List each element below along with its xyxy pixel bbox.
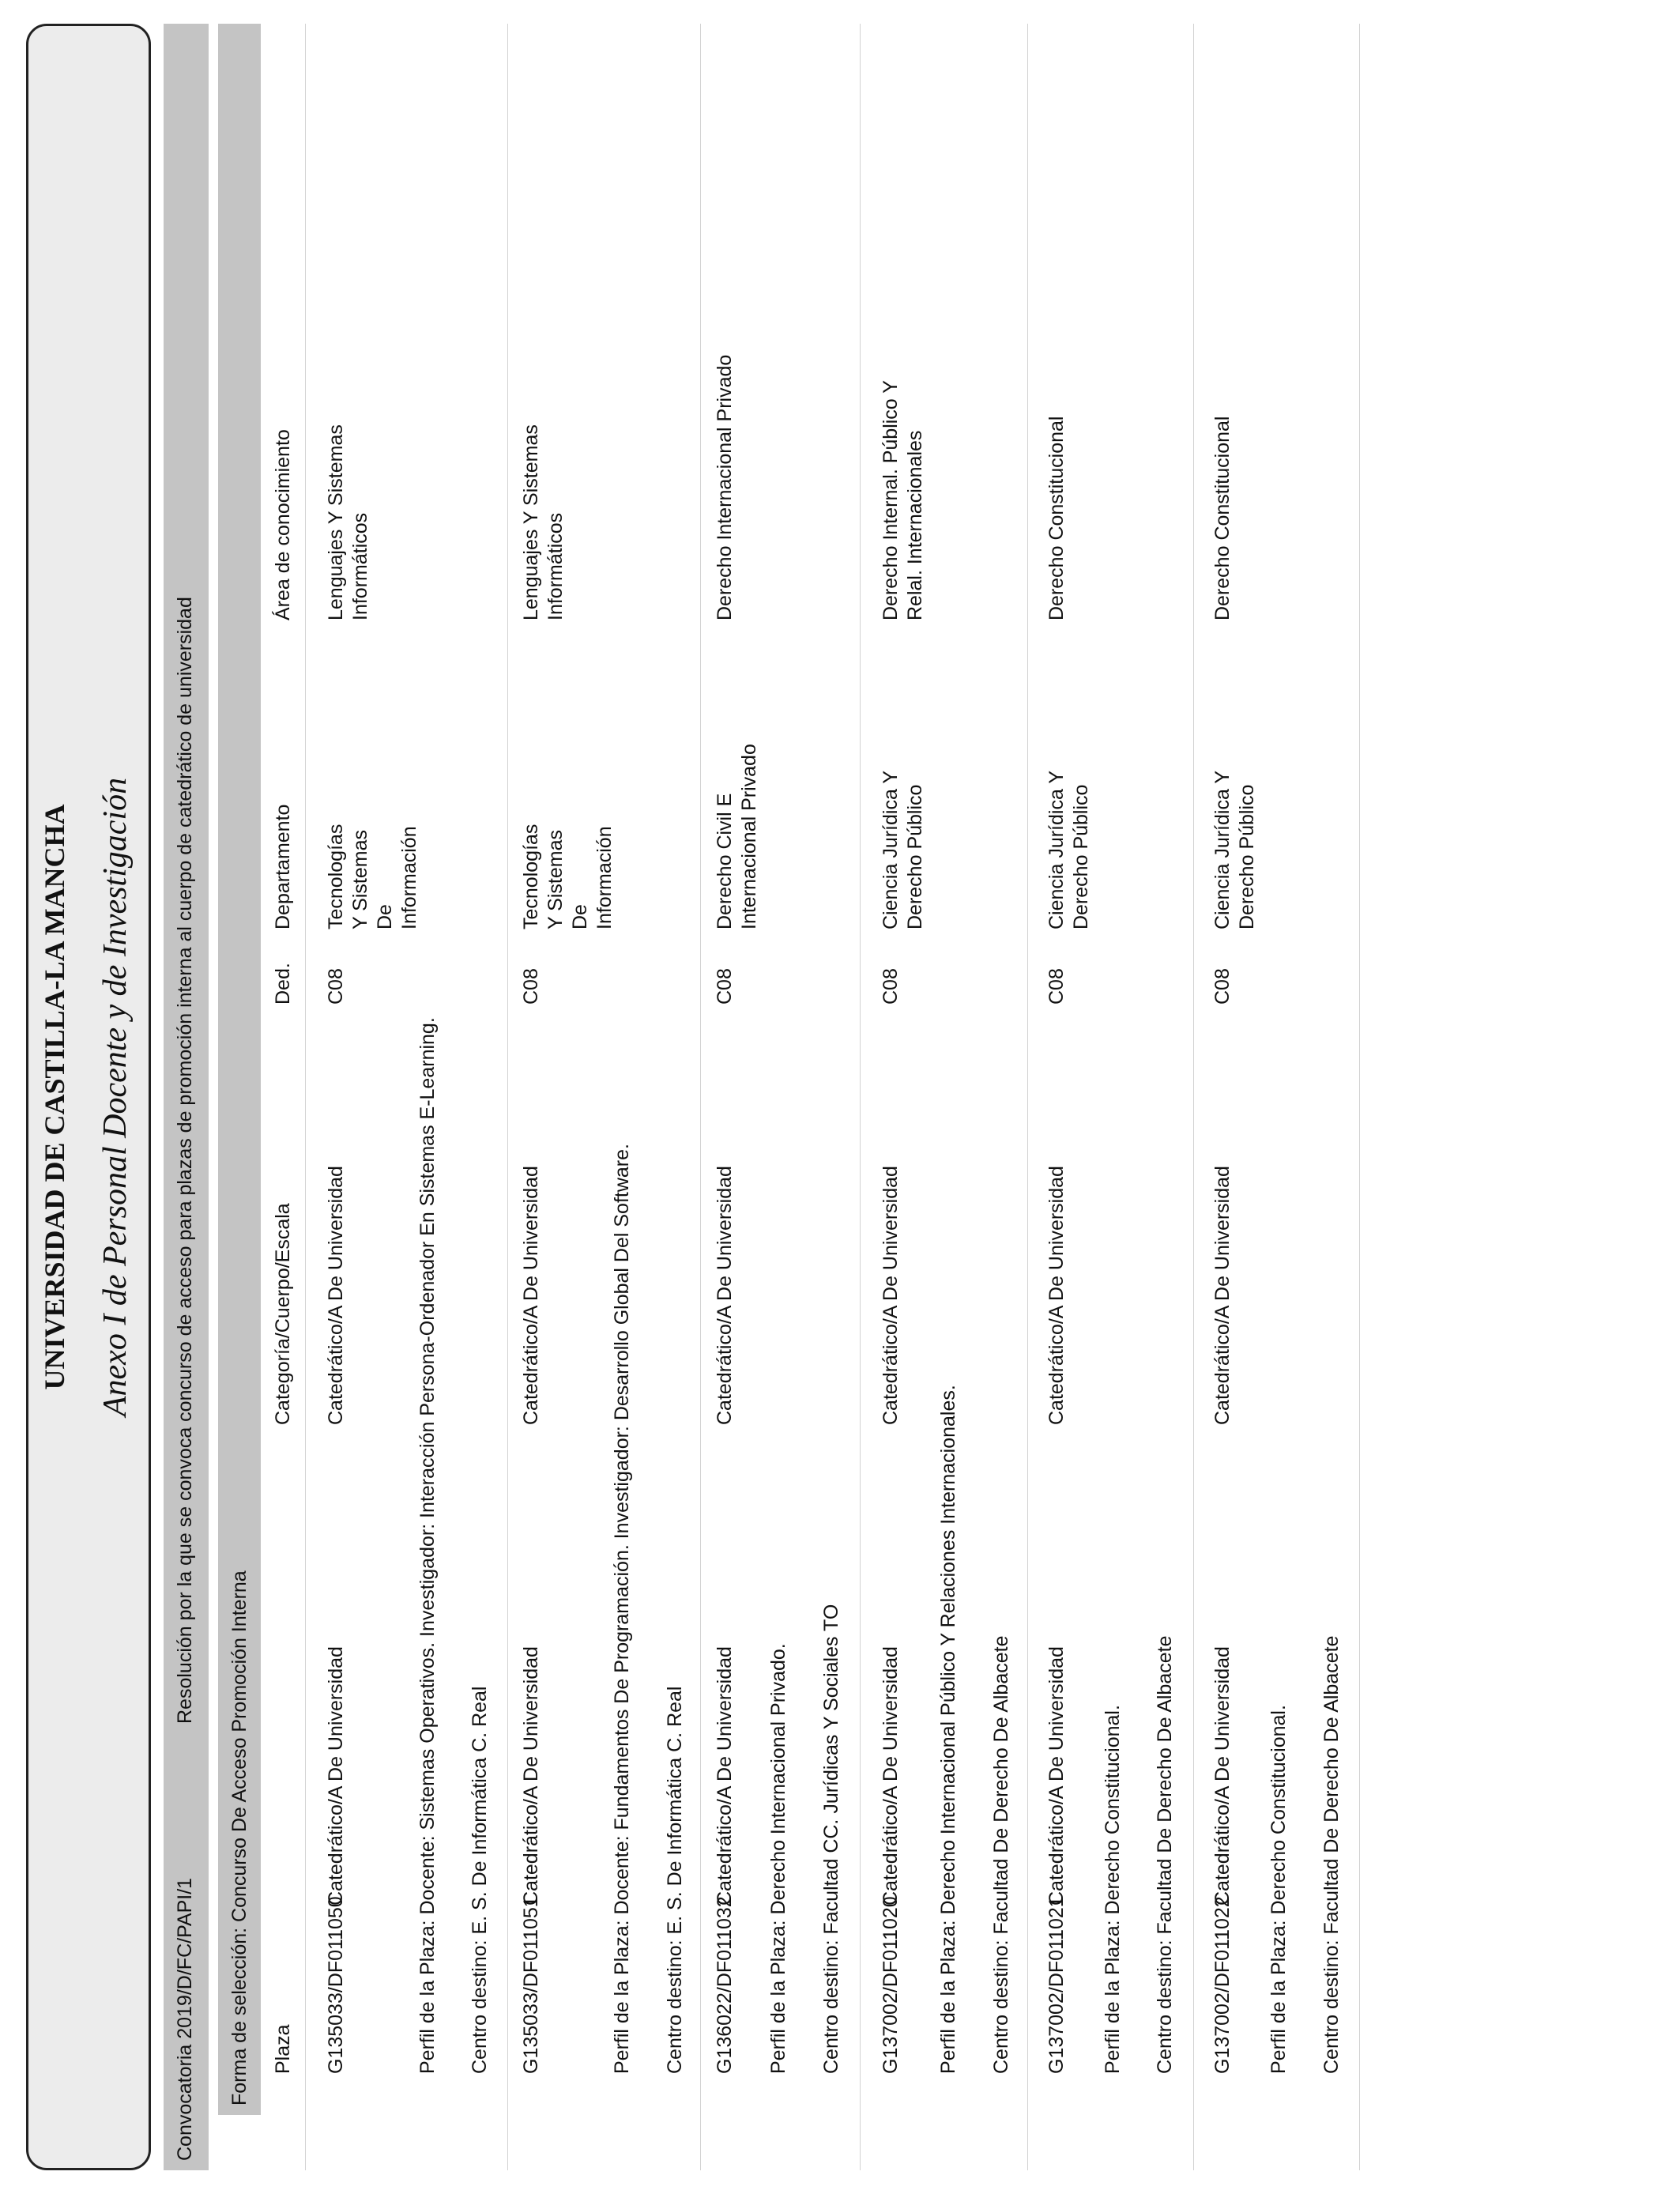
- plaza-cuerpo: Catedrático/A De Universidad: [520, 1646, 542, 1906]
- plaza-centro-destino: Centro destino: E. S. De Informática C. Real: [664, 1686, 686, 2074]
- row-divider: [1193, 24, 1194, 2170]
- plaza-departamento: Ciencia Jurídica Y Derecho Público: [1211, 771, 1258, 929]
- plaza-area: Lenguajes Y Sistemas Informáticos: [520, 424, 567, 620]
- plaza-centro-destino: Centro destino: Facultad De Derecho De Albacete: [1154, 1635, 1176, 2074]
- plaza-dedicacion: C08: [325, 968, 347, 1005]
- plaza-perfil: Perfil de la Plaza: Docente: Fundamentos De Programación. Investigador: Desarrollo Global Del Software.: [611, 1144, 633, 2074]
- row-divider: [1027, 24, 1028, 2170]
- column-header-categoria: Categoría/Cuerpo/Escala: [272, 1203, 294, 1425]
- plaza-perfil: Perfil de la Plaza: Derecho Internacional Privado.: [767, 1643, 789, 2074]
- forma-seleccion: Forma de selección: Concurso De Acceso Promoción Interna: [228, 1570, 250, 2105]
- annex-title: Anexo I de Personal Docente y de Investigación: [97, 777, 134, 1417]
- plaza-dedicacion: C08: [1045, 968, 1068, 1005]
- row-divider: [860, 24, 861, 2170]
- plaza-area: Derecho Constitucional: [1045, 416, 1068, 620]
- plaza-area: Derecho Internacional Privado: [714, 354, 736, 620]
- column-header-departamento: Departamento: [272, 804, 294, 929]
- university-header-box: [26, 24, 151, 2170]
- plaza-categoria: Catedrático/A De Universidad: [1045, 1166, 1068, 1425]
- plaza-code: G135033/DF011050: [325, 1896, 347, 2074]
- plaza-cuerpo: Catedrático/A De Universidad: [325, 1646, 347, 1906]
- row-divider: [1359, 24, 1360, 2170]
- plaza-departamento: Tecnologías Y Sistemas De Información: [520, 824, 616, 929]
- plaza-departamento: Tecnologías Y Sistemas De Información: [325, 824, 420, 929]
- plaza-cuerpo: Catedrático/A De Universidad: [1211, 1646, 1234, 1906]
- plaza-centro-destino: Centro destino: Facultad CC. Jurídicas Y Sociales TO: [820, 1604, 842, 2074]
- plaza-categoria: Catedrático/A De Universidad: [520, 1166, 542, 1425]
- plaza-code: G136022/DF011032: [714, 1896, 736, 2074]
- plaza-cuerpo: Catedrático/A De Universidad: [1045, 1646, 1068, 1906]
- plaza-dedicacion: C08: [1211, 968, 1234, 1005]
- plaza-perfil: Perfil de la Plaza: Derecho Internacional Público Y Relaciones Internacionales.: [937, 1385, 959, 2074]
- plaza-departamento: Ciencia Jurídica Y Derecho Público: [880, 771, 926, 929]
- plaza-categoria: Catedrático/A De Universidad: [1211, 1166, 1234, 1425]
- plaza-cuerpo: Catedrático/A De Universidad: [714, 1646, 736, 1906]
- plaza-code: G137002/DF011020: [880, 1896, 902, 2074]
- plaza-code: G135033/DF011051: [520, 1896, 542, 2074]
- column-header-area: Área de conocimiento: [272, 429, 294, 620]
- plaza-centro-destino: Centro destino: Facultad De Derecho De Albacete: [1320, 1635, 1343, 2074]
- row-divider: [305, 24, 306, 2170]
- column-header-plaza: Plaza: [272, 2024, 294, 2074]
- plaza-area: Derecho Constitucional: [1211, 416, 1234, 620]
- plaza-area: Derecho Internal. Público Y Relal. Internacionales: [880, 380, 926, 620]
- row-divider: [700, 24, 701, 2170]
- plaza-dedicacion: C08: [880, 968, 902, 1005]
- plaza-perfil: Perfil de la Plaza: Docente: Sistemas Operativos. Investigador: Interacción Persona-Ordenador En Sistemas E-Learning.: [416, 1017, 439, 2074]
- plaza-code: G137002/DF011021: [1045, 1896, 1068, 2074]
- plaza-centro-destino: Centro destino: E. S. De Informática C. Real: [469, 1686, 491, 2074]
- university-name: UNIVERSIDAD DE CASTILLA-LA MANCHA: [39, 804, 70, 1390]
- convocatoria-code: Convocatoria 2019/D/FC/PAPI/1: [174, 1877, 196, 2161]
- row-divider: [507, 24, 508, 2170]
- plaza-categoria: Catedrático/A De Universidad: [714, 1166, 736, 1425]
- plaza-departamento: Derecho Civil E Internacional Privado: [714, 744, 760, 929]
- convocatoria-description: Resolución por la que se convoca concurso de acceso para plazas de promoción interna al cuerpo de catedrático de universidad: [174, 597, 196, 1724]
- plaza-dedicacion: C08: [520, 968, 542, 1005]
- plaza-perfil: Perfil de la Plaza: Derecho Constitucional.: [1268, 1705, 1290, 2074]
- plaza-categoria: Catedrático/A De Universidad: [880, 1166, 902, 1425]
- plaza-departamento: Ciencia Jurídica Y Derecho Público: [1045, 771, 1092, 929]
- plaza-area: Lenguajes Y Sistemas Informáticos: [325, 424, 371, 620]
- column-header-ded: Ded.: [272, 963, 294, 1005]
- plaza-cuerpo: Catedrático/A De Universidad: [880, 1646, 902, 1906]
- convocatoria-bar: [164, 24, 209, 2170]
- plaza-perfil: Perfil de la Plaza: Derecho Constitucional.: [1102, 1705, 1124, 2074]
- plaza-centro-destino: Centro destino: Facultad De Derecho De Albacete: [990, 1635, 1012, 2074]
- forma-seleccion-bar: [218, 24, 261, 2115]
- plaza-code: G137002/DF011022: [1211, 1896, 1234, 2074]
- plaza-categoria: Catedrático/A De Universidad: [325, 1166, 347, 1425]
- plaza-dedicacion: C08: [714, 968, 736, 1005]
